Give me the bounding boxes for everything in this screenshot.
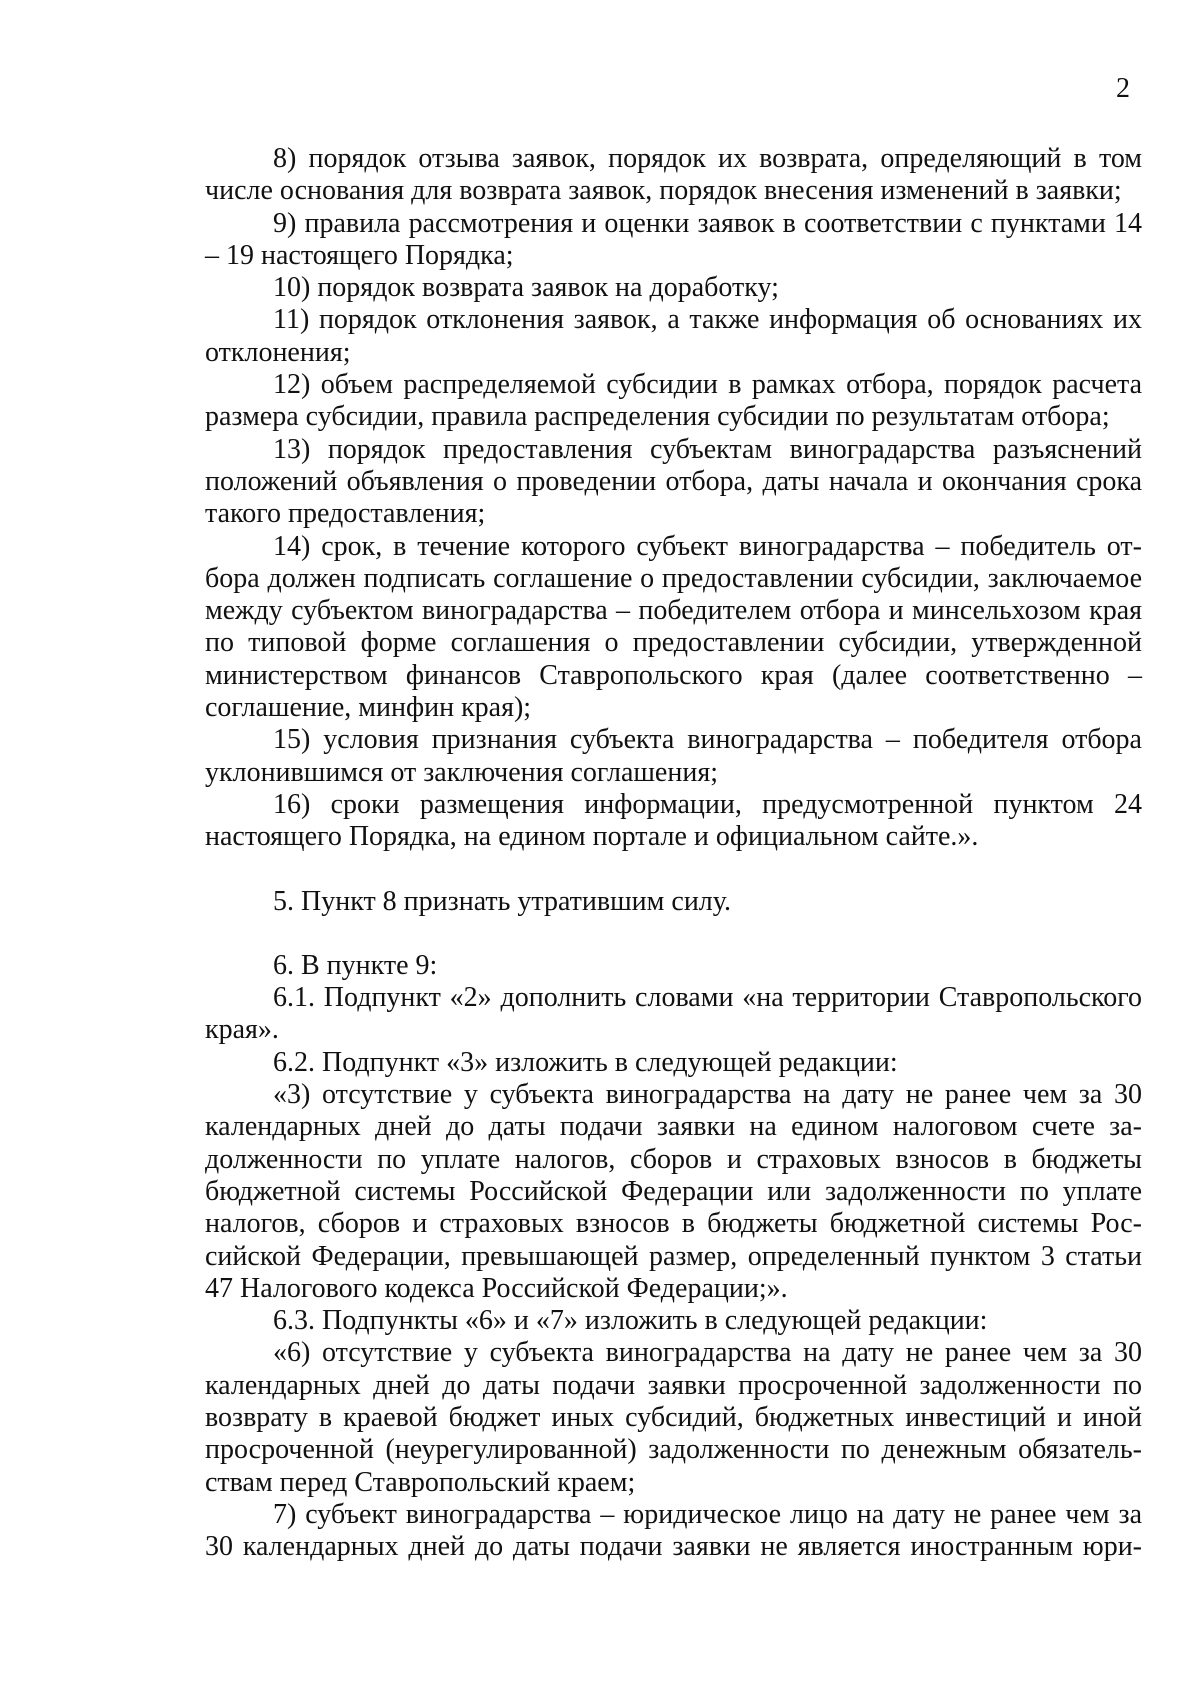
- paragraph-item-13: 13) порядок предоставления субъектам виноградарства разъяснений положений объявления о проведении отбора, даты начала и окончания срока такого предоставления;: [205, 433, 1142, 530]
- section-6-heading: 6. В пункте 9:: [273, 949, 438, 981]
- paragraph-item-10: 10) порядок возврата заявок на доработку;: [273, 272, 779, 304]
- paragraph-item-11: 11) порядок отклонения заявок, а также информация об основаниях их отклонения;: [205, 304, 1142, 368]
- paragraph-item-15: 15) условия признания субъекта виноградарства – победителя отбора уклонившимся от заключения соглашения;: [205, 724, 1142, 788]
- section-6-1: 6.1. Подпункт «2» дополнить словами «на территории Ставропольского края».: [205, 982, 1142, 1046]
- page-number: 2: [1116, 73, 1130, 104]
- paragraph-item-8: 8) порядок отзыва заявок, порядок их возврата, определяющий в том числе основания для возврата заявок, порядок внесения изменений в заявки;: [205, 143, 1142, 207]
- paragraph-item-14: 14) срок, в течение которого субъект виноградарства – победитель отбора должен подписать соглашение о предоставлении субсидии, заключаемое между субъектом виноградарства – победителем отбора и минсельхозом края по типовой форме соглашения о предоставлении субсидии, утвержденной министерством финансов Ставропольского края (далее соответственно – соглашение, минфин края);: [205, 530, 1142, 724]
- quoted-subparagraph-7: 7) субъект виноградарства – юридическое лицо на дату не ранее чем за 30 календарных дней до даты подачи заявки не является иностранным юри-: [205, 1498, 1142, 1563]
- quoted-subparagraph-6: «6) отсутствие у субъекта виноградарства на дату не ранее чем за 30 календарных дней до даты подачи заявки просроченной задолженности по возврату в краевой бюджет иных субсидий, бюджетных инвестиций и иной просроченной (неурегулированной) задолженности по денежным обязательствам перед Ставропольский краем;: [205, 1337, 1142, 1498]
- section-6-2: 6.2. Подпункт «3» изложить в следующей редакции:: [273, 1046, 898, 1078]
- section-6-3: 6.3. Подпункты «6» и «7» изложить в следующей редакции:: [273, 1305, 988, 1337]
- quoted-subparagraph-3: «3) отсутствие у субъекта виноградарства на дату не ранее чем за 30 календарных дней до даты подачи заявки на едином налоговом счете задолженности по уплате налогов, сборов и страховых взносов в бюджеты бюджетной системы Российской Федерации или задолженности по уплате налогов, сборов и страховых взносов в бюджеты бюджетной системы Российской Федерации, превышающей размер, определенный пунктом 3 статьи 47 Налогового кодекса Российской Федерации;».: [205, 1079, 1142, 1304]
- document-body: [205, 143, 1142, 1563]
- paragraph-item-9: 9) правила рассмотрения и оценки заявок в соответствии с пунктами 14 – 19 настоящего Порядка;: [205, 207, 1142, 271]
- paragraph-item-12: 12) объем распределяемой субсидии в рамках отбора, порядок расчета размера субсидии, правила распределения субсидии по результатам отбора;: [205, 369, 1142, 433]
- section-5: 5. Пункт 8 признать утратившим силу.: [273, 885, 731, 917]
- paragraph-item-16: 16) сроки размещения информации, предусмотренной пунктом 24 настоящего Порядка, на едином портале и официальном сайте.».: [205, 788, 1142, 853]
